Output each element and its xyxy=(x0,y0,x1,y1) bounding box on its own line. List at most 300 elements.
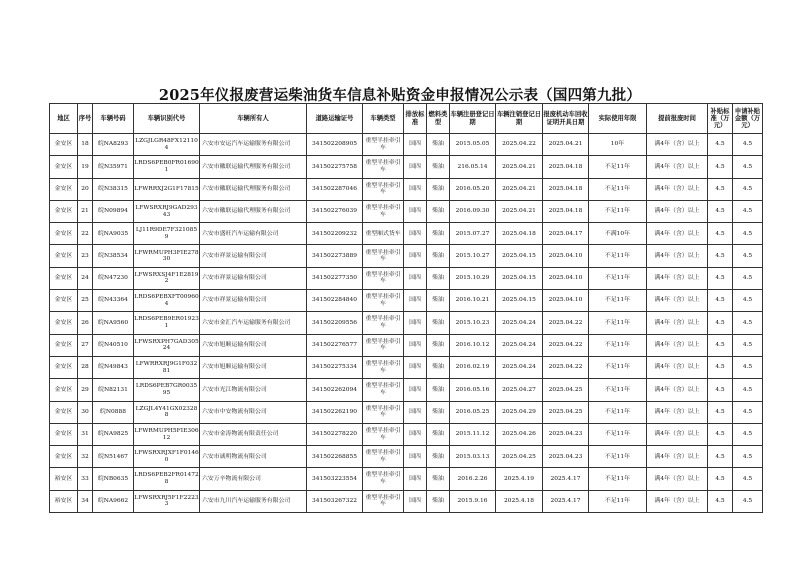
table-cell: 皖N35971 xyxy=(93,156,134,178)
table-cell: 皖NA9825 xyxy=(93,423,134,445)
table-cell: 满4年（含）以上 xyxy=(647,334,708,356)
table-cell: 满4年（含）以上 xyxy=(647,401,708,423)
table-cell: 4.5 xyxy=(733,178,763,200)
table-cell: LRDS6PEB2FR014728 xyxy=(134,468,200,490)
table-cell: 2025.04.18 xyxy=(543,156,589,178)
table-cell: 20 xyxy=(78,178,93,200)
table-cell: 2016.05.16 xyxy=(450,379,496,401)
table-header-row xyxy=(50,104,763,134)
table-cell: 341502276039 xyxy=(307,200,363,222)
table-cell: 2015.9.16 xyxy=(450,490,496,512)
table-cell: 4.5 xyxy=(733,312,763,334)
column-header: 排放标准 xyxy=(404,104,427,134)
table-cell: 国四 xyxy=(404,245,427,267)
table-cell: 10年 xyxy=(589,134,647,156)
table-cell: 柴油 xyxy=(427,200,450,222)
table-cell: 金安区 xyxy=(50,379,78,401)
table-cell: 满4年（含）以上 xyxy=(647,379,708,401)
table-cell: 不足11年 xyxy=(589,379,647,401)
table-cell: 重型半挂牵引车 xyxy=(363,379,404,401)
table-cell: 2015.05.05 xyxy=(450,134,496,156)
table-cell: 国四 xyxy=(404,312,427,334)
table-cell: 满4年（含）以上 xyxy=(647,223,708,245)
table-cell: 2025.04.10 xyxy=(543,267,589,289)
column-header: 车辆识别代号 xyxy=(134,104,200,134)
table-cell: LRDS6PEB0FR016901 xyxy=(134,156,200,178)
table-cell: 国四 xyxy=(404,178,427,200)
table-cell: 341503223554 xyxy=(307,468,363,490)
table-cell: 六安市中安物流有限公司 xyxy=(200,401,307,423)
table-cell: 不足11年 xyxy=(589,490,647,512)
column-header: 地区 xyxy=(50,104,78,134)
table-cell: 不足11年 xyxy=(589,312,647,334)
table-cell: 金安区 xyxy=(50,290,78,312)
table-cell: 341502278220 xyxy=(307,423,363,445)
table-cell: LFWSRXRJ9GAD29343 xyxy=(134,200,200,222)
table-cell: 2025.4.17 xyxy=(543,490,589,512)
table-cell: 2025.04.17 xyxy=(543,223,589,245)
table-cell: 不足11年 xyxy=(589,423,647,445)
table-cell: 341502287046 xyxy=(307,178,363,200)
table-cell: 国四 xyxy=(404,200,427,222)
table-cell: 341503267322 xyxy=(307,490,363,512)
table-cell: 六安市盛旺汽车运输有限公司 xyxy=(200,223,307,245)
table-cell: 皖N51467 xyxy=(93,446,134,468)
table-cell: 重型半挂牵引车 xyxy=(363,490,404,512)
table-cell: 4.5 xyxy=(733,490,763,512)
table-cell: 六安市徽联运输代理服务有限公司 xyxy=(200,200,307,222)
table-cell: 2025.04.25 xyxy=(543,379,589,401)
table-cell: 柴油 xyxy=(427,245,450,267)
table-cell: 柴油 xyxy=(427,223,450,245)
table-cell: 重型半挂牵引车 xyxy=(363,468,404,490)
table-cell: 柴油 xyxy=(427,134,450,156)
table-cell: 341502275334 xyxy=(307,356,363,378)
table-cell: 柴油 xyxy=(427,334,450,356)
table-cell: 裕安区 xyxy=(50,490,78,512)
table-cell: 4.5 xyxy=(708,446,733,468)
table-cell: 重型半挂牵引车 xyxy=(363,312,404,334)
table-cell: 皖N40510 xyxy=(93,334,134,356)
table-cell: 国四 xyxy=(404,379,427,401)
table-cell: 2025.04.21 xyxy=(496,200,543,222)
table-cell: 六安市旭顺运输有限公司 xyxy=(200,334,307,356)
table-cell: 2025.04.24 xyxy=(496,312,543,334)
table-cell: 341502277350 xyxy=(307,267,363,289)
table-cell: 341502208905 xyxy=(307,134,363,156)
table-cell: 满4年（含）以上 xyxy=(647,290,708,312)
table-cell: 2025.04.23 xyxy=(543,446,589,468)
table-cell: 不满10年 xyxy=(589,223,647,245)
table-cell: 柴油 xyxy=(427,356,450,378)
table-cell: 不足11年 xyxy=(589,156,647,178)
table-cell: 2025.04.22 xyxy=(496,134,543,156)
table-cell: 2025.4.19 xyxy=(496,468,543,490)
table-row xyxy=(50,223,763,245)
table-row xyxy=(50,379,763,401)
table-cell: 不足11年 xyxy=(589,245,647,267)
table-cell: 满4年（含）以上 xyxy=(647,200,708,222)
table-cell: 4.5 xyxy=(708,200,733,222)
table-cell: 国四 xyxy=(404,334,427,356)
table-cell: 金安区 xyxy=(50,134,78,156)
table-cell: 六安市诚明物流有限公司 xyxy=(200,446,307,468)
subsidy-table xyxy=(49,103,763,513)
table-cell: 金安区 xyxy=(50,334,78,356)
table-cell: 国四 xyxy=(404,468,427,490)
table-cell: 不足11年 xyxy=(589,178,647,200)
table-cell: 六安市徽联运输代理服务有限公司 xyxy=(200,178,307,200)
table-cell: 24 xyxy=(78,267,93,289)
table-cell: 柴油 xyxy=(427,423,450,445)
table-cell: 国四 xyxy=(404,423,427,445)
table-cell: 31 xyxy=(78,423,93,445)
table-cell: 341502276577 xyxy=(307,334,363,356)
table-cell: 皖NB0635 xyxy=(93,468,134,490)
table-cell: 皖N0888 xyxy=(93,401,134,423)
table-cell: 不足11年 xyxy=(589,356,647,378)
table-cell: 裕安区 xyxy=(50,468,78,490)
table-cell: 不足11年 xyxy=(589,267,647,289)
table-cell: 六安市安运汽车运输服务有限公司 xyxy=(200,134,307,156)
table-cell: 重型半挂牵引车 xyxy=(363,134,404,156)
table-cell: 341502273889 xyxy=(307,245,363,267)
table-cell: 国四 xyxy=(404,223,427,245)
table-cell: 2025.04.27 xyxy=(496,379,543,401)
table-cell: 2025.04.22 xyxy=(543,356,589,378)
table-cell: 33 xyxy=(78,468,93,490)
table-row xyxy=(50,245,763,267)
table-cell: 不足11年 xyxy=(589,290,647,312)
table-row xyxy=(50,468,763,490)
table-cell: 2025.04.21 xyxy=(496,156,543,178)
column-header: 道路运输证号 xyxy=(307,104,363,134)
table-cell: 4.5 xyxy=(733,134,763,156)
table-cell: 金安区 xyxy=(50,356,78,378)
table-cell: 2025.04.18 xyxy=(543,178,589,200)
table-cell: LJ11R9DE7F3210859 xyxy=(134,223,200,245)
table-cell: 满4年（含）以上 xyxy=(647,468,708,490)
table-cell: 柴油 xyxy=(427,312,450,334)
table-cell: 不足11年 xyxy=(589,200,647,222)
table-cell: 27 xyxy=(78,334,93,356)
table-cell: 重型半挂牵引车 xyxy=(363,356,404,378)
table-cell: 18 xyxy=(78,134,93,156)
table-cell: 25 xyxy=(78,290,93,312)
table-cell: 2025.04.22 xyxy=(543,312,589,334)
table-row xyxy=(50,490,763,512)
table-cell: 4.5 xyxy=(733,334,763,356)
table-cell: 21 xyxy=(78,200,93,222)
table-row xyxy=(50,334,763,356)
table-cell: 2015.07.27 xyxy=(450,223,496,245)
table-cell: 2016.02.19 xyxy=(450,356,496,378)
table-cell: 不足11年 xyxy=(589,334,647,356)
table-cell: 金安区 xyxy=(50,223,78,245)
table-cell: 满4年（含）以上 xyxy=(647,156,708,178)
table-cell: 满4年（含）以上 xyxy=(647,178,708,200)
table-cell: 国四 xyxy=(404,134,427,156)
column-header: 实际使用年限 xyxy=(589,104,647,134)
table-cell: 2025.04.25 xyxy=(496,446,543,468)
table-cell: 4.5 xyxy=(708,468,733,490)
table-cell: 重型半挂牵引车 xyxy=(363,334,404,356)
table-cell: 六安市徽联运输代理服务有限公司 xyxy=(200,156,307,178)
table-cell: 皖NA9560 xyxy=(93,312,134,334)
table-cell: LZGJLGR48FX121104 xyxy=(134,134,200,156)
table-cell: 重型半挂牵引车 xyxy=(363,423,404,445)
table-cell: 4.5 xyxy=(733,200,763,222)
table-cell: 六安市光江物流有限公司 xyxy=(200,379,307,401)
table-cell: LRDS6PEBXFT009604 xyxy=(134,290,200,312)
table-cell: 金安区 xyxy=(50,446,78,468)
table-cell: 六安市金涛物流有限责任公司 xyxy=(200,423,307,445)
table-cell: 2025.4.17 xyxy=(543,468,589,490)
column-header: 车辆类型 xyxy=(363,104,404,134)
table-cell: 2016.10.21 xyxy=(450,290,496,312)
table-cell: LFWRRXRJ9G1F03281 xyxy=(134,356,200,378)
table-cell: 金安区 xyxy=(50,423,78,445)
table-cell: 满4年（含）以上 xyxy=(647,134,708,156)
table-cell: 29 xyxy=(78,379,93,401)
table-cell: 2015.03.13 xyxy=(450,446,496,468)
table-cell: LFWSRXRJ5F1F22233 xyxy=(134,490,200,512)
table-cell: 金安区 xyxy=(50,178,78,200)
table-row xyxy=(50,178,763,200)
table-cell: 4.5 xyxy=(708,156,733,178)
table-cell: 19 xyxy=(78,156,93,178)
table-cell: 2016.09.30 xyxy=(450,200,496,222)
table-cell: 341502284840 xyxy=(307,290,363,312)
table-cell: 皖N38315 xyxy=(93,178,134,200)
table-cell: 2025.04.23 xyxy=(543,423,589,445)
table-cell: 重型半挂牵引车 xyxy=(363,200,404,222)
table-cell: 柴油 xyxy=(427,379,450,401)
table-cell: 28 xyxy=(78,356,93,378)
table-cell: LFWSRXSJ4F1E28192 xyxy=(134,267,200,289)
table-row xyxy=(50,401,763,423)
table-row xyxy=(50,446,763,468)
table-cell: 32 xyxy=(78,446,93,468)
table-body xyxy=(50,134,763,513)
table-cell: 六安市祥景运输有限公司 xyxy=(200,267,307,289)
table-cell: 柴油 xyxy=(427,446,450,468)
table-cell: 重型半挂牵引车 xyxy=(363,245,404,267)
column-header: 提前报废时间 xyxy=(647,104,708,134)
table-cell: 34 xyxy=(78,490,93,512)
table-cell: 4.5 xyxy=(733,446,763,468)
table-cell: 4.5 xyxy=(708,178,733,200)
table-cell: 4.5 xyxy=(733,423,763,445)
column-header: 车辆号码 xyxy=(93,104,134,134)
table-cell: 2025.04.10 xyxy=(543,245,589,267)
table-cell: 2016.05.25 xyxy=(450,401,496,423)
table-cell: 2025.04.25 xyxy=(543,401,589,423)
table-cell: 皖NA9035 xyxy=(93,223,134,245)
table-cell: 六安市金汇汽车运输服务有限公司 xyxy=(200,312,307,334)
table-cell: 满4年（含）以上 xyxy=(647,245,708,267)
table-cell: 柴油 xyxy=(427,290,450,312)
table-cell: 满4年（含）以上 xyxy=(647,423,708,445)
table-cell: 六安万辛物流有限公司 xyxy=(200,468,307,490)
table-cell: LZGJL4Y41GX023288 xyxy=(134,401,200,423)
table-cell: 皖N43364 xyxy=(93,290,134,312)
table-cell: 2025.04.22 xyxy=(543,334,589,356)
table-row xyxy=(50,290,763,312)
table-cell: 柴油 xyxy=(427,401,450,423)
table-cell: 2025.04.24 xyxy=(496,334,543,356)
table-cell: 不足11年 xyxy=(589,401,647,423)
table-cell: 4.5 xyxy=(733,245,763,267)
table-cell: LFWRMUPH3FIE27830 xyxy=(134,245,200,267)
table-cell: 皖NA9662 xyxy=(93,490,134,512)
table-cell: 4.5 xyxy=(708,379,733,401)
table-cell: 2015.11.12 xyxy=(450,423,496,445)
table-cell: 重型半挂牵引车 xyxy=(363,178,404,200)
table-row xyxy=(50,200,763,222)
table-cell: 2025.04.18 xyxy=(496,223,543,245)
table-cell: 金安区 xyxy=(50,267,78,289)
table-cell: 皖N82131 xyxy=(93,379,134,401)
column-header: 燃料类型 xyxy=(427,104,450,134)
table-cell: 4.5 xyxy=(708,334,733,356)
table-cell: LRDS6PEB9ER019231 xyxy=(134,312,200,334)
table-cell: LFWRRXJ2G1F17815 xyxy=(134,178,200,200)
column-header: 序号 xyxy=(78,104,93,134)
table-cell: 2016.2.26 xyxy=(450,468,496,490)
table-cell: 341502262190 xyxy=(307,401,363,423)
table-row xyxy=(50,423,763,445)
table-cell: 六安市祥景运输有限公司 xyxy=(200,245,307,267)
table-cell: 2025.04.15 xyxy=(496,245,543,267)
table-cell: 金安区 xyxy=(50,401,78,423)
table-cell: 满4年（含）以上 xyxy=(647,312,708,334)
table-cell: 皖N47230 xyxy=(93,267,134,289)
table-cell: 2016.10.12 xyxy=(450,334,496,356)
table-cell: 金安区 xyxy=(50,156,78,178)
column-header: 申请补贴金额（万元） xyxy=(733,104,763,134)
table-cell: 4.5 xyxy=(733,468,763,490)
table-cell: 4.5 xyxy=(733,356,763,378)
column-header: 车辆所有人 xyxy=(200,104,307,134)
table-cell: 2025.04.29 xyxy=(496,401,543,423)
table-cell: 柴油 xyxy=(427,468,450,490)
column-header: 车辆注销登记日期 xyxy=(496,104,543,134)
table-cell: 国四 xyxy=(404,267,427,289)
table-cell: 满4年（含）以上 xyxy=(647,356,708,378)
table-cell: 柴油 xyxy=(427,178,450,200)
table-cell: 4.5 xyxy=(708,290,733,312)
table-cell: 4.5 xyxy=(708,356,733,378)
table-cell: 4.5 xyxy=(708,134,733,156)
table-cell: 216.05.14 xyxy=(450,156,496,178)
table-cell: 2025.04.24 xyxy=(496,356,543,378)
table-cell: 341502275758 xyxy=(307,156,363,178)
table-cell: 金安区 xyxy=(50,245,78,267)
table-cell: 国四 xyxy=(404,290,427,312)
table-cell: 柴油 xyxy=(427,156,450,178)
table-cell: 4.5 xyxy=(708,245,733,267)
table-cell: 皖N38534 xyxy=(93,245,134,267)
table-cell: 22 xyxy=(78,223,93,245)
table-row xyxy=(50,156,763,178)
page-title: 2025年仪报废营运柴油货车信息补贴资金申报情况公示表（国四第九批） xyxy=(158,87,642,104)
table-cell: 六安市九川汽车运输服务有限公司 xyxy=(200,490,307,512)
table-cell: 六安市祥景运输有限公司 xyxy=(200,290,307,312)
table-cell: 4.5 xyxy=(733,267,763,289)
table-cell: 满4年（含）以上 xyxy=(647,490,708,512)
table-cell: LFWSRXRJXF1F01460 xyxy=(134,446,200,468)
table-cell: 国四 xyxy=(404,401,427,423)
table-cell: 341502268855 xyxy=(307,446,363,468)
table-cell: 2015.10.29 xyxy=(450,267,496,289)
table-row xyxy=(50,356,763,378)
table-cell: 满4年（含）以上 xyxy=(647,267,708,289)
table-row xyxy=(50,134,763,156)
table-cell: 2025.04.18 xyxy=(543,200,589,222)
table-cell: 金安区 xyxy=(50,312,78,334)
table-cell: 国四 xyxy=(404,446,427,468)
column-header: 车辆注册登记日期 xyxy=(450,104,496,134)
table-cell: 重型半挂牵引车 xyxy=(363,290,404,312)
table-cell: 341502209232 xyxy=(307,223,363,245)
table-cell: 4.5 xyxy=(733,379,763,401)
table-cell: 重型厢式货车 xyxy=(363,223,404,245)
table-cell: 重型半挂牵引车 xyxy=(363,267,404,289)
table-cell: LRDS6PEB7GR003595 xyxy=(134,379,200,401)
table-cell: 4.5 xyxy=(733,290,763,312)
table-cell: 4.5 xyxy=(708,423,733,445)
table-cell: 国四 xyxy=(404,156,427,178)
table-cell: 2025.04.10 xyxy=(543,290,589,312)
table-cell: 4.5 xyxy=(708,401,733,423)
table-cell: 不足11年 xyxy=(589,446,647,468)
column-header: 报废机动车回收证明开具日期 xyxy=(543,104,589,134)
table-cell: 重型半挂牵引车 xyxy=(363,446,404,468)
table-row xyxy=(50,312,763,334)
table-cell: 皖NA8293 xyxy=(93,134,134,156)
table-cell: 2025.04.21 xyxy=(496,178,543,200)
table-cell: 2015.10.23 xyxy=(450,312,496,334)
table-cell: 2015.10.27 xyxy=(450,245,496,267)
table-cell: LFWSRXPH7GAD30524 xyxy=(134,334,200,356)
column-header: 补贴标准（万元） xyxy=(708,104,733,134)
table-cell: 国四 xyxy=(404,490,427,512)
table-cell: 341502262094 xyxy=(307,379,363,401)
table-cell: 4.5 xyxy=(733,223,763,245)
table-cell: 满4年（含）以上 xyxy=(647,446,708,468)
table-cell: 柴油 xyxy=(427,267,450,289)
table-cell: 2025.04.26 xyxy=(496,423,543,445)
table-cell: 2025.4.18 xyxy=(496,490,543,512)
table-cell: 柴油 xyxy=(427,490,450,512)
table-cell: 26 xyxy=(78,312,93,334)
table-cell: 4.5 xyxy=(708,490,733,512)
table-cell: 不足11年 xyxy=(589,468,647,490)
table-cell: 2025.04.15 xyxy=(496,267,543,289)
table-cell: 23 xyxy=(78,245,93,267)
table-cell: 4.5 xyxy=(708,312,733,334)
table-cell: 341502209556 xyxy=(307,312,363,334)
table-cell: 金安区 xyxy=(50,200,78,222)
table-row xyxy=(50,267,763,289)
table-cell: LFWRMUPH5FIE30612 xyxy=(134,423,200,445)
table-cell: 皖N09894 xyxy=(93,200,134,222)
table-cell: 4.5 xyxy=(708,223,733,245)
table-cell: 重型半挂牵引车 xyxy=(363,401,404,423)
table-cell: 4.5 xyxy=(733,156,763,178)
table-cell: 皖N49843 xyxy=(93,356,134,378)
